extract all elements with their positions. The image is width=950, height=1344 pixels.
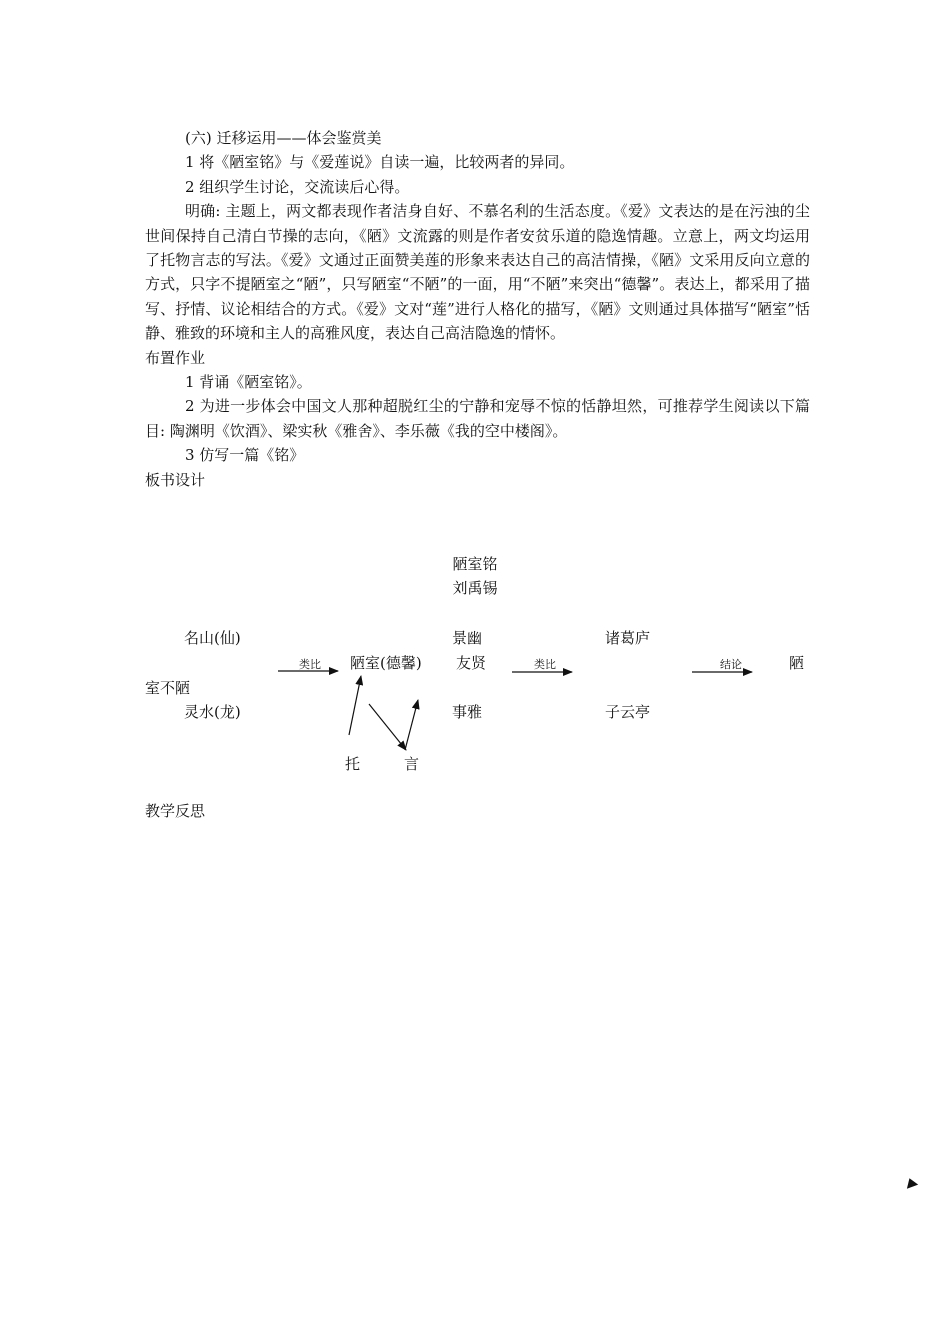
homework-heading: 布置作业 xyxy=(145,348,206,367)
right-top-item: 诸葛庐 xyxy=(605,629,651,647)
left-top-item: 名山(仙) xyxy=(184,629,241,647)
reflection-heading: 教学反思 xyxy=(145,802,206,820)
board-title: 陋室铭 xyxy=(452,555,498,573)
conclusion-start: 陋 xyxy=(789,654,805,672)
arrow-1-label: 类比 xyxy=(299,658,321,671)
homework-item-2: 2 为进一步体会中国文人那种超脱红尘的宁静和宠辱不惊的恬静坦然，可推荐学生阅读以下篇目: 陶渊明《饮酒》、梁实秋《雅舍》、李乐薇《我的空中楼阁》。 xyxy=(145,397,810,440)
mid-bottom-item: 事雅 xyxy=(452,703,483,721)
mid-top-item: 景幽 xyxy=(452,629,483,647)
homework-item-1: 1 背诵《陋室铭》。 xyxy=(185,373,312,392)
step-1: 1 将《陋室铭》与《爱莲说》自读一遍，比较两者的异同。 xyxy=(185,153,575,172)
corner-triangle-icon xyxy=(904,1176,918,1189)
explanation-paragraph: 明确: 主题上，两文都表现作者洁身自好、不慕名利的生活态度。《爱》文表达的是在污浊的尘世间保持自己清白节操的志向，《陋》文流露的则是作者安贫乐道的隐逸情趣。立意上，两文均运用了托物言志的写法。《爱》文通过正面赞美莲的形象来表达自己的高洁情操，《陋》文采用反向立意的方式，只字不提陋室之“陋”，只写陋室“不陋”的一面，用“不陋”来突出“德馨”。表达上，都采用了描写、抒情、议论相结合的方式。《爱》文对“莲”进行人格化的描写，《陋》文则通过具体描写“陋室”恬静、雅致的环境和主人的高雅风度，表达自己高洁隐逸的情怀。 xyxy=(145,202,810,343)
right-bottom-item: 子云亭 xyxy=(605,703,651,721)
arrow-down-to-yan xyxy=(369,704,406,750)
homework-item-3: 3 仿写一篇《铭》 xyxy=(185,446,305,465)
center-item: 陋室(德馨) xyxy=(350,654,422,672)
conclusion-end: 室不陋 xyxy=(145,679,191,697)
arrow-tuo-up xyxy=(349,676,361,735)
board-heading: 板书设计 xyxy=(145,470,206,489)
arrow-yan-up xyxy=(405,700,418,750)
arrow-2-label: 类比 xyxy=(534,658,556,671)
yan-label: 言 xyxy=(404,755,420,773)
step-2: 2 组织学生讨论，交流读后心得。 xyxy=(185,177,410,196)
board-author: 刘禹锡 xyxy=(452,579,498,597)
tuo-label: 托 xyxy=(345,755,361,773)
section-heading: (六) 迁移运用——体会鉴赏美 xyxy=(185,129,382,147)
mid-middle-item: 友贤 xyxy=(456,654,487,672)
arrow-3-label: 结论 xyxy=(720,658,742,671)
lesson-text xyxy=(145,126,810,492)
left-bottom-item: 灵水(龙) xyxy=(184,703,241,721)
